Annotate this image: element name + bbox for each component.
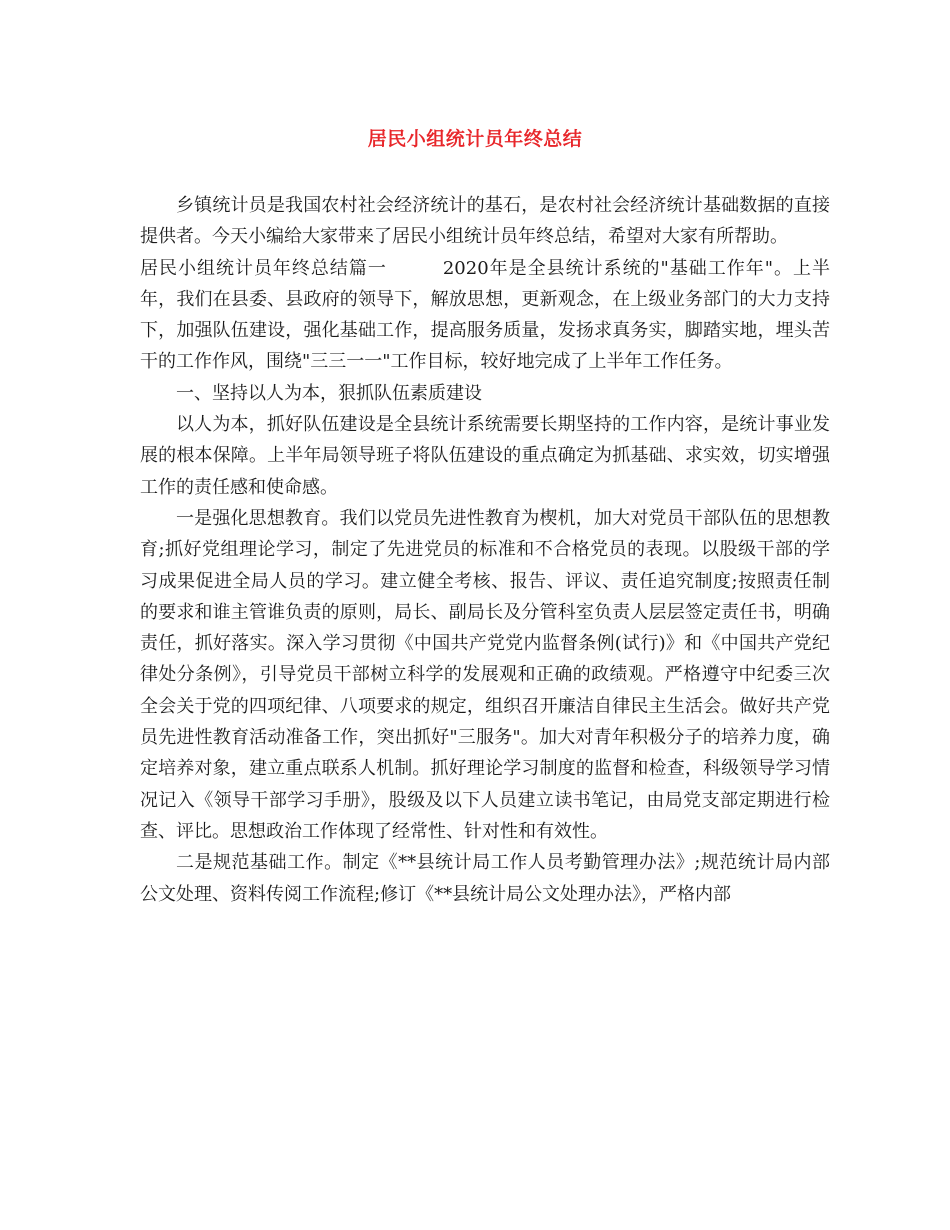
paragraph-team-building: 以人为本，抓好队伍建设是全县统计系统需要长期坚持的工作内容，是统计事业发展的根本保障。上半年局领导班子将队伍建设的重点确定为抓基础、求实效，切实增强工作的责任感和使命感。: [140, 414, 830, 498]
section-first-text: 2020年是全县统计系统的"基础工作年"。上半年，我们在县委、县政府的领导下，解放思想，更新观念，在上级业务部门的大力支持下，加强队伍建设，强化基础工作，提高服务质量，发扬求真务实，脚踏实地，埋头苦干的工作作风，围绕"三三一一"工作目标，较好地完成了上半年工作任务。: [140, 257, 831, 373]
document-body: [140, 190, 830, 910]
section-heading: 居民小组统计员年终总结篇一: [140, 257, 387, 279]
section-paragraph: [140, 253, 830, 378]
paragraph-standardize: 二是规范基础工作。制定《**县统计局工作人员考勤管理办法》;规范统计局内部公文处理、资料传阅工作流程;修订《**县统计局公文处理办法》，严格内部: [140, 852, 830, 905]
subheading-1: 一、坚持以人为本，狠抓队伍素质建设: [176, 382, 482, 404]
document-title: 居民小组统计员年终总结: [367, 128, 583, 150]
paragraph-ideology: 一是强化思想教育。我们以党员先进性教育为楔机，加大对党员干部队伍的思想教育;抓好党组理论学习，制定了先进党员的标准和不合格党员的表现。以股级干部的学习成果促进全局人员的学习。建立健全考核、报告、评议、责任追究制度;按照责任制的要求和谁主管谁负责的原则，局长、副局长及分管科室负责人层层签定责任书，明确责任，抓好落实。深入学习贯彻《中国共产党党内监督条例(试行)》和《中国共产党纪律处分条例》，引导党员干部树立科学的发展观和正确的政绩观。严格遵守中纪委三次全会关于党的四项纪律、八项要求的规定，组织召开廉洁自律民主生活会。做好共产党员先进性教育活动准备工作，突出抓好"三服务"。加大对青年积极分子的培养力度，确定培养对象，建立重点联系人机制。抓好理论学习制度的监督和检查，科级领导学习情况记入《领导干部学习手册》，股级及以下人员建立读书笔记，由局党支部定期进行检查、评比。思想政治工作体现了经常性、针对性和有效性。: [140, 507, 830, 842]
intro-paragraph: 乡镇统计员是我国农村社会经济统计的基石，是农村社会经济统计基础数据的直接提供者。今天小编给大家带来了居民小组统计员年终总结，希望对大家有所帮助。: [140, 195, 830, 248]
